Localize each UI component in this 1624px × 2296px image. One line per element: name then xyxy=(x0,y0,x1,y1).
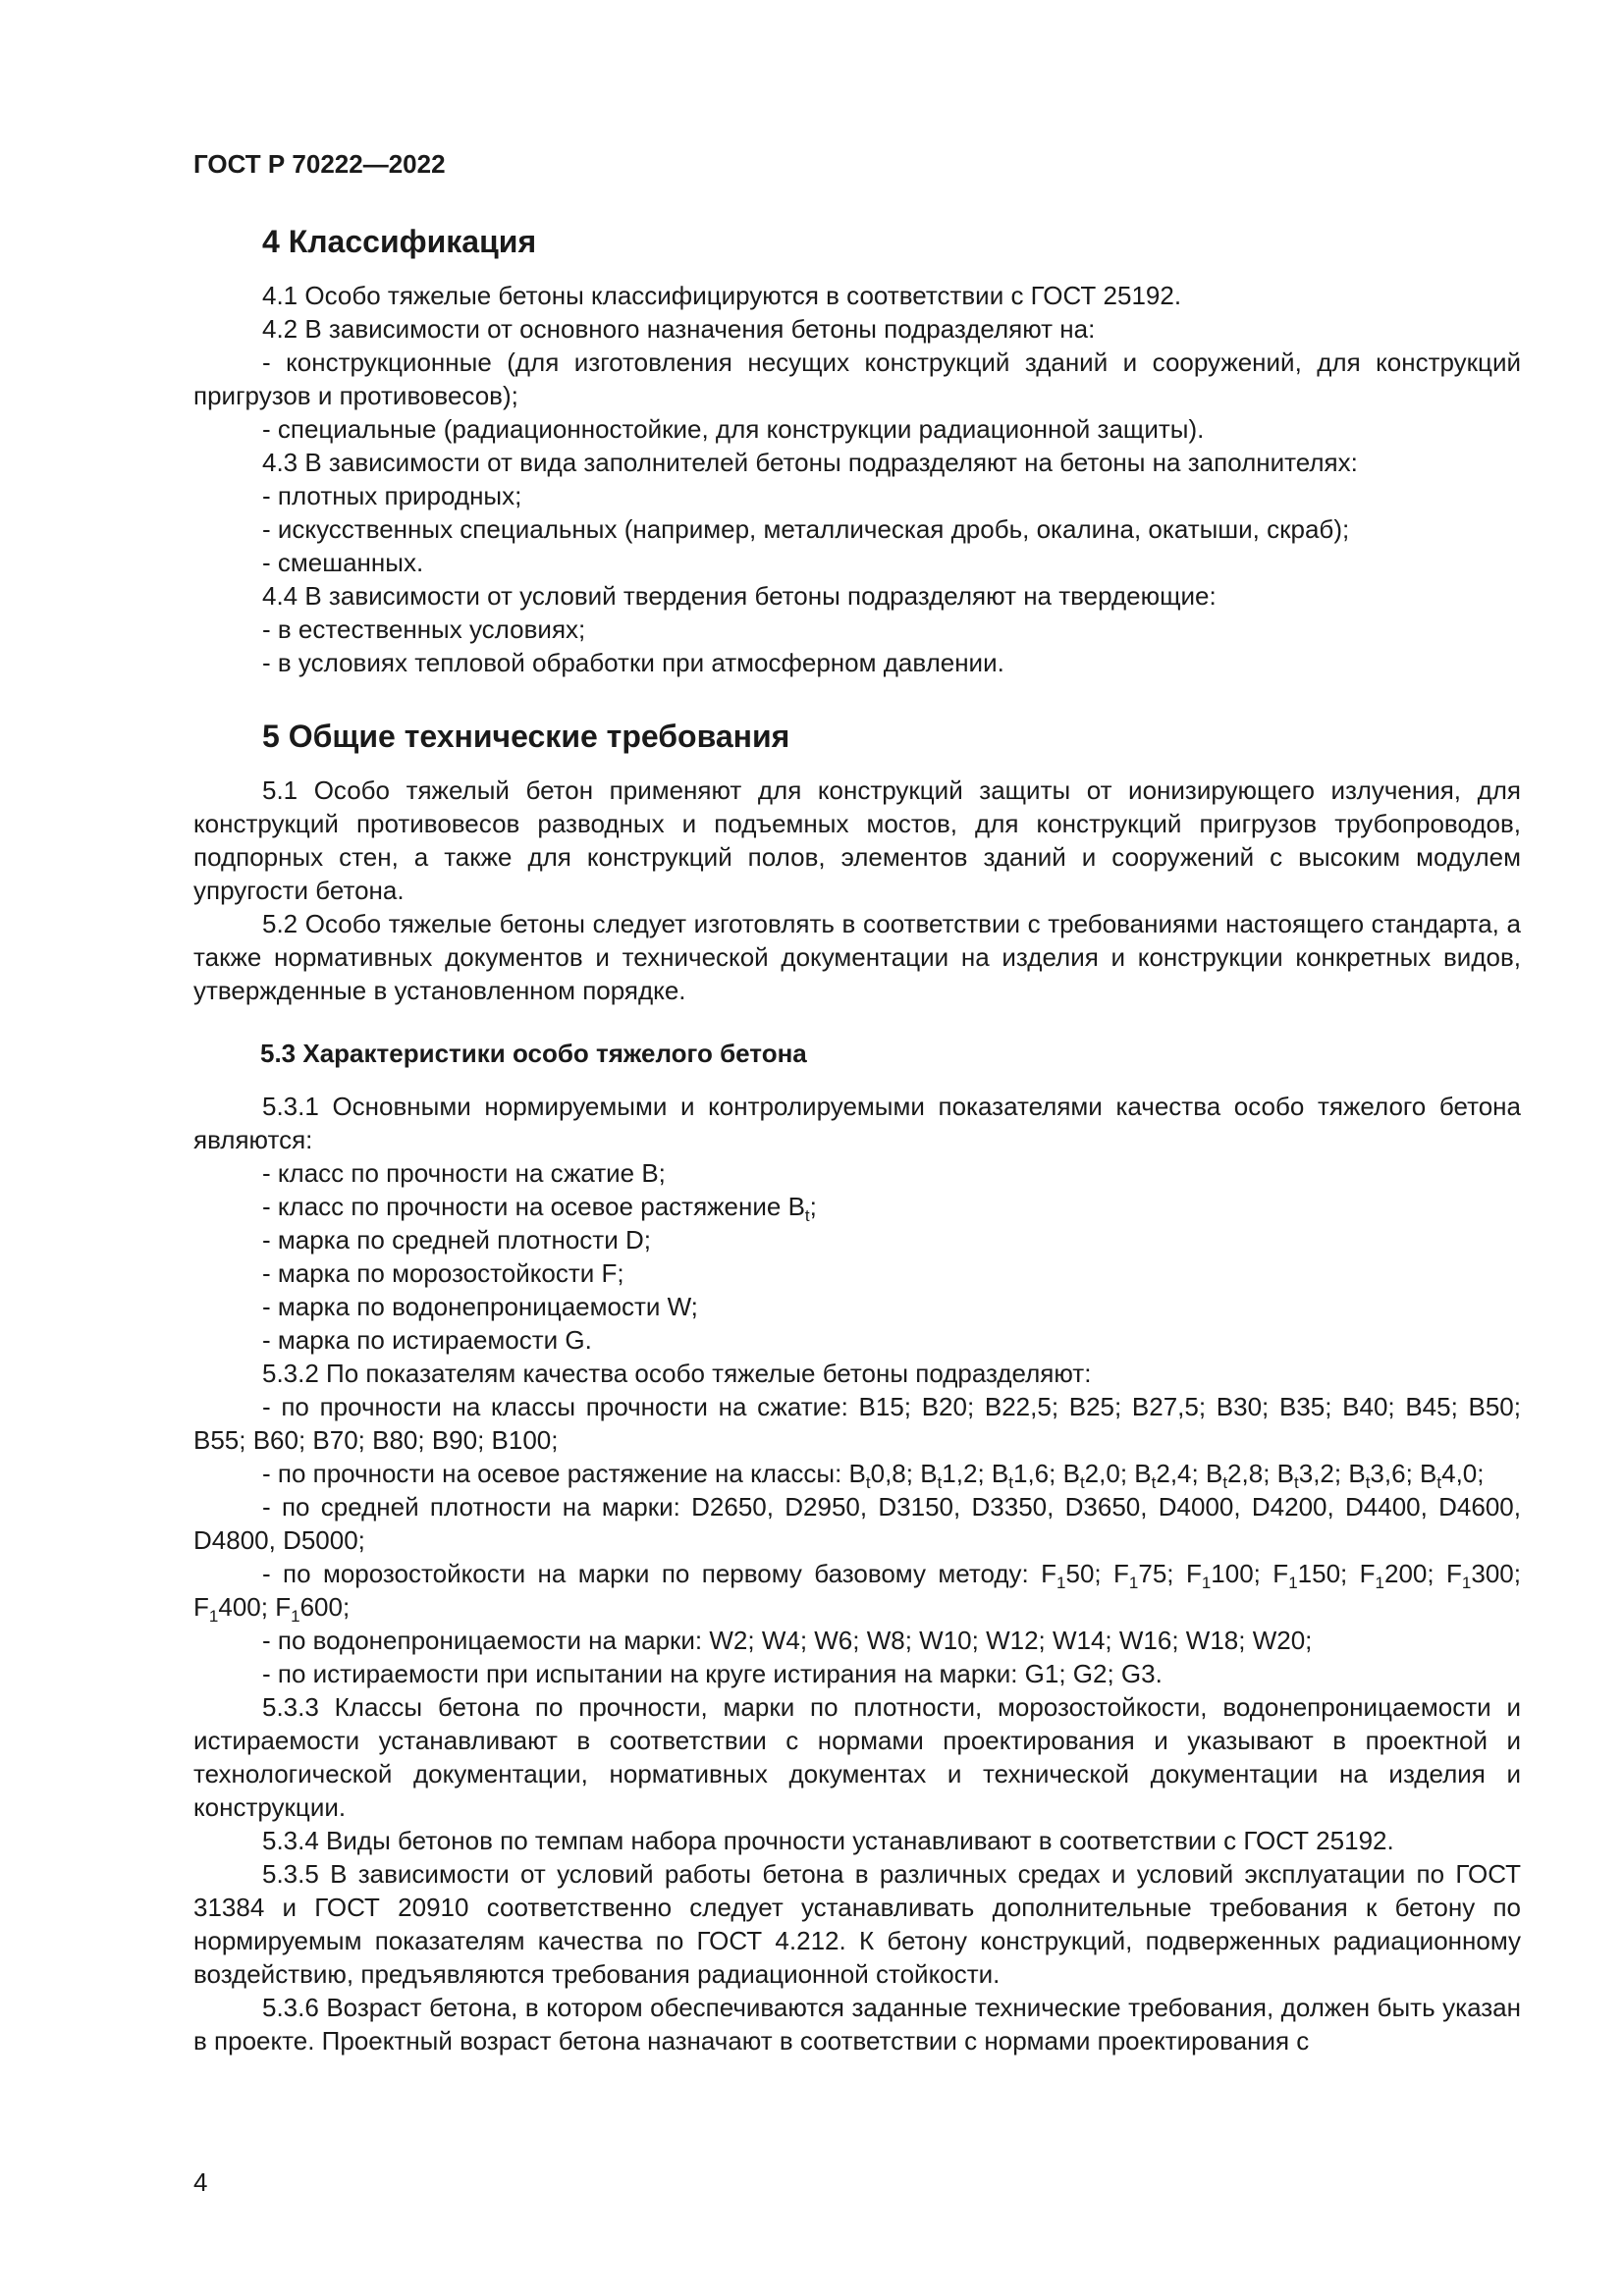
subscript-t: t xyxy=(804,1206,810,1225)
list-item: - в условиях тепловой обработки при атмосферном давлении. xyxy=(262,648,1004,677)
grade-value: $F_1200$; xyxy=(1359,1559,1435,1592)
tension-values xyxy=(848,1459,1485,1492)
list-item: - смешанных. xyxy=(262,548,424,577)
para-5-3-4: 5.3.4 Виды бетонов по темпам набора прочности устанавливают в соответствии с ГОСТ 25192. xyxy=(262,1826,1394,1855)
subsection-5-3-title: 5.3 Характеристики особо тяжелого бетона xyxy=(260,1039,807,1068)
subscript: t xyxy=(937,1473,943,1492)
list-item: - класс по прочности на сжатие B; xyxy=(262,1158,666,1188)
grade-number: 4,0; xyxy=(1441,1459,1485,1488)
grade-value: $B_t0,8$; xyxy=(848,1459,913,1492)
grade-number: 1,6; xyxy=(1012,1459,1056,1488)
subscript: t xyxy=(1079,1473,1085,1492)
list-item-tension xyxy=(193,1457,1521,1490)
list-item: - марка по истираемости G. xyxy=(262,1325,592,1355)
grade-value: $B_t2,4$; xyxy=(1134,1459,1199,1492)
grade-value: $F_1400$; xyxy=(193,1592,268,1626)
subscript: 1 xyxy=(1375,1574,1385,1592)
list-item: - в естественных условиях; xyxy=(262,614,586,644)
grade-value: $B_t3,6$; xyxy=(1348,1459,1413,1492)
grade-number: 50; xyxy=(1065,1559,1102,1588)
subscript: t xyxy=(1436,1473,1442,1492)
para-4-4: 4.4 В зависимости от условий твердения бетоны подразделяют на твердеющие: xyxy=(262,581,1217,611)
punct: ; xyxy=(809,1192,817,1221)
grade-value: $F_150$; xyxy=(1041,1559,1102,1592)
grade-value: $F_1100$; xyxy=(1185,1559,1261,1592)
list-item: - марка по средней плотности D; xyxy=(262,1225,651,1255)
grade-number: 150; xyxy=(1297,1559,1348,1588)
list-item-water: - по водонепроницаемости на марки: W2; W4; W6; W8; W10; W12; W14; W16; W18; W20; xyxy=(262,1626,1313,1655)
page-content xyxy=(193,222,1521,2057)
para-5-3-6: 5.3.6 Возраст бетона, в котором обеспечиваются заданные технические требования, должен быть указан в проекте. Проектный возраст бетона назначают в соответствии с нормами проектирования с xyxy=(193,1993,1521,2056)
grade-number: 75; xyxy=(1138,1559,1174,1588)
grade-number: 200; xyxy=(1384,1559,1435,1588)
subscript: t xyxy=(1365,1473,1371,1492)
subscript: 1 xyxy=(1128,1574,1139,1592)
list-item: - искусственных специальных (например, металлическая дробь, окалина, окатыши, скраб); xyxy=(262,514,1350,544)
list-item-compression: - по прочности на классы прочности на сжатие: B15; B20; B22,5; B25; B27,5; B30; B35; B40; B45; B50; B55; B60; B70; B80; B90; B100; xyxy=(193,1392,1521,1455)
list-item: - конструкционные (для изготовления несущих конструкций зданий и сооружений, для конструкций пригрузов и противовесов); xyxy=(193,347,1521,410)
para-5-3-3: 5.3.3 Классы бетона по прочности, марки по плотности, морозостойкости, водонепроницаемости и истираемости устанавливают в соответствии с нормами проектирования и указывают в проектной и технологической документации, нормативных документах и технической документации на изделия и конструкции. xyxy=(193,1692,1521,1822)
grade-number: 0,8; xyxy=(870,1459,913,1488)
list-item-text: - класс по прочности на осевое растяжение B xyxy=(262,1192,805,1221)
list-item-frost xyxy=(193,1557,1521,1624)
list-item xyxy=(193,1190,1521,1223)
list-item: - марка по водонепроницаемости W; xyxy=(262,1292,698,1321)
grade-value: $F_1600$; xyxy=(275,1592,351,1626)
grade-number: 100; xyxy=(1211,1559,1261,1588)
grade-value: $B_t4,0$; xyxy=(1420,1459,1485,1492)
grade-number: 2,4; xyxy=(1156,1459,1199,1488)
subscript: t xyxy=(1294,1473,1299,1492)
subscript: t xyxy=(1008,1473,1013,1492)
subscript: 1 xyxy=(208,1607,219,1626)
subscript: 1 xyxy=(1056,1574,1066,1592)
grade-value: $B_t1,2$; xyxy=(920,1459,985,1492)
list-item: - марка по морозостойкости F; xyxy=(262,1258,624,1288)
subscript: 1 xyxy=(1201,1574,1212,1592)
grade-value: $B_t2,8$; xyxy=(1205,1459,1271,1492)
grade-value: $B_t1,6$; xyxy=(991,1459,1056,1492)
grade-value: $F_175$; xyxy=(1113,1559,1174,1592)
subscript: 1 xyxy=(1288,1574,1298,1592)
grade-number: 2,8; xyxy=(1227,1459,1271,1488)
tension-intro: - по прочности на осевое растяжение на классы: xyxy=(262,1459,842,1488)
section-4-title: 4 Классификация xyxy=(262,224,537,259)
frost-intro: - по морозостойкости на марки по первому базовому методу: xyxy=(262,1559,1029,1588)
grade-number: 600; xyxy=(299,1592,351,1622)
section-5-title: 5 Общие технические требования xyxy=(262,719,790,754)
grade-number: 2,0; xyxy=(1084,1459,1128,1488)
subscript: t xyxy=(865,1473,871,1492)
grade-number: 3,6; xyxy=(1370,1459,1413,1488)
list-item: - плотных природных; xyxy=(262,481,522,510)
para-4-2: 4.2 В зависимости от основного назначения бетоны подразделяют на: xyxy=(262,314,1096,344)
document-header: ГОСТ Р 70222—2022 xyxy=(193,149,446,179)
page-number: 4 xyxy=(193,2167,208,2197)
grade-value: $F_1300$; xyxy=(1446,1559,1521,1592)
subscript: t xyxy=(1151,1473,1157,1492)
subscript: 1 xyxy=(1461,1574,1472,1592)
grade-number: 400; xyxy=(218,1592,268,1622)
subscript: 1 xyxy=(291,1607,300,1626)
para-5-3-5: 5.3.5 В зависимости от условий работы бетона в различных средах и условий эксплуатации по ГОСТ 31384 и ГОСТ 20910 соответственно следует устанавливать дополнительные требования к бетону по нормируемым показателям качества по ГОСТ 4.212. К бетону конструкций, подверженных радиационному воздействию, предъявляются требования радиационной стойкости. xyxy=(193,1859,1521,1989)
grade-value: $B_t3,2$; xyxy=(1276,1459,1342,1492)
list-item-abrasion: - по истираемости при испытании на круге истирания на марки: G1; G2; G3. xyxy=(262,1659,1163,1688)
para-5-2: 5.2 Особо тяжелые бетоны следует изготовлять в соответствии с требованиями настоящего стандарта, а также нормативных документов и технической документации на изделия и конструкции конкретных видов, утвержденные в установленном порядке. xyxy=(193,909,1521,1005)
subscript: t xyxy=(1222,1473,1228,1492)
list-item-density: - по средней плотности на марки: D2650, D2950, D3150, D3350, D3650, D4000, D4200, D4400, D4600, D4800, D5000; xyxy=(193,1492,1521,1555)
grade-number: 1,2; xyxy=(942,1459,985,1488)
grade-value: $B_t2,0$; xyxy=(1062,1459,1128,1492)
para-4-1: 4.1 Особо тяжелые бетоны классифицируются в соответствии с ГОСТ 25192. xyxy=(262,281,1182,310)
para-5-3-1: 5.3.1 Основными нормируемыми и контролируемыми показателями качества особо тяжелого бетона являются: xyxy=(193,1092,1521,1154)
para-5-1: 5.1 Особо тяжелый бетон применяют для конструкций защиты от ионизирующего излучения, для конструкций противовесов разводных и подъемных мостов, для конструкций пригрузов трубопроводов, подпорных стен, а также для конструкций полов, элементов зданий и сооружений с высоким модулем упругости бетона. xyxy=(193,775,1521,905)
grade-value: $F_1150$; xyxy=(1272,1559,1348,1592)
para-5-3-2: 5.3.2 По показателям качества особо тяжелые бетоны подразделяют: xyxy=(262,1359,1092,1388)
list-item: - специальные (радиационностойкие, для конструкции радиационной защиты). xyxy=(262,414,1205,444)
grade-number: 300; xyxy=(1471,1559,1521,1588)
para-4-3: 4.3 В зависимости от вида заполнителей бетоны подразделяют на бетоны на заполнителях: xyxy=(262,448,1358,477)
grade-number: 3,2; xyxy=(1298,1459,1342,1488)
